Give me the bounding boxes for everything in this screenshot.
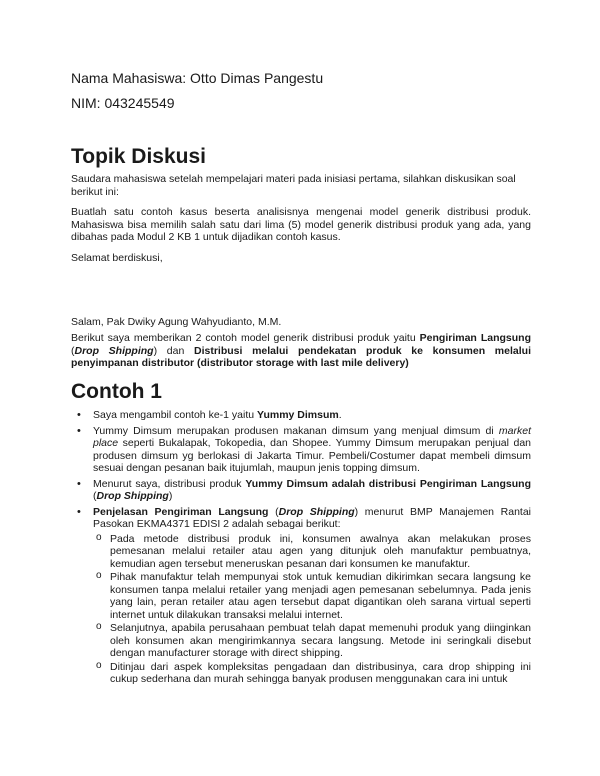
topic-closing: Selamat berdiskusi, [71, 252, 163, 264]
student-nim-line: NIM: 043245549 [71, 95, 175, 111]
bullet4-bold: Penjelasan Pengiriman Langsung [93, 505, 269, 518]
bullet3-bold: Yummy Dimsum adalah distribusi Pengiriman Langsung [245, 477, 531, 490]
answer-intro-drop-shipping: Drop Shipping [74, 344, 154, 357]
topic-intro: Saudara mahasiswa setelah mempelajari materi pada inisiasi pertama, silahkan diskusikan soal berikut ini: [71, 173, 516, 198]
bullet2-text-2: seperti Bukalapak, Tokopedia, dan Shopee. Yummy Dimsum merupakan penjual dan produsen dimsum yg berlokasi di Jakarta Timur. Pembeli/Costumer dapat membeli dimsum sesuai dengan pesanan baik itujumlah, maupun jenis topping dimsum. [93, 437, 531, 474]
answer-intro [71, 332, 531, 370]
answer-intro-model-1: Pengiriman Langsung [419, 332, 531, 344]
bullet3-text-3: ) [168, 490, 173, 502]
sub-list-item: o Ditinjau dari aspek kompleksitas pengadaan dan distribusinya, cara drop shipping ini cukup sederhana dan murah sehingga banyak produsen menggunakan cara ini untuk [93, 661, 531, 686]
contoh-bullet-list [71, 409, 531, 689]
list-item [71, 506, 531, 686]
answer-intro-text-1: Berikut saya memberikan 2 contoh model generik distribusi produk yaitu [71, 332, 420, 344]
sub-list [93, 533, 531, 686]
bullet1-end: . [338, 409, 342, 421]
sub-list-item: o Selanjutnya, apabila perusahaan pembuat telah dapat memenuhi produk yang diinginkan oleh konsumen akan mengirimkannya secara langsung. Metode ini seringkali disebut dengan manufacturer storage with direct shipping. [93, 622, 531, 660]
list-item [71, 425, 531, 475]
topic-title: Topik Diskusi [71, 145, 206, 168]
bullet4-drop-shipping: Drop Shipping [278, 505, 355, 518]
answer-intro-text-2: ( [71, 344, 75, 357]
bullet1-text: Saya mengambil contoh ke-1 yaitu [93, 409, 258, 421]
bullet3-text-1: Menurut saya, distribusi produk [93, 477, 246, 490]
student-name-line: Nama Mahasiswa: Otto Dimas Pangestu [71, 70, 324, 86]
list-item [71, 478, 531, 503]
topic-signature: Salam, Pak Dwiky Agung Wahyudianto, M.M. [71, 316, 282, 328]
answer-intro-model-2: Distribusi melalui pendekatan produk ke konsumen melalui penyimpanan distributor (distributor storage with last mile delivery) [71, 344, 531, 369]
sub-list-item: o Pihak manufaktur telah mempunyai stok untuk kemudian dikirimkan secara langsung ke konsumen tanpa melalui retailer yang menjadi agen pemesanan sebelumnya. Pada jenis yang lain, peran retailer atau agen tersebut dapat digantikan oleh sarana virtual seperti internet untuk dilakukan transaksi melalui internet. [93, 571, 531, 621]
bullet3-drop-shipping: Drop Shipping [96, 490, 169, 502]
bullet2-text-1: Yummy Dimsum merupakan produsen makanan dimsum yang menjual dimsum di [93, 424, 499, 437]
bullet4-text-1: ( [268, 505, 279, 518]
contoh-title: Contoh 1 [71, 380, 162, 403]
topic-task: Buatlah satu contoh kasus beserta analisisnya mengenai model generik distribusi produk. Mahasiswa bisa memilih salah satu dari lima (5) model generik distribusi produk yang ada, yang dibahas pada Modul 2 KB 1 untuk dijadikan contoh kasus. [71, 206, 531, 243]
bullet2-italic: market place [93, 424, 531, 449]
sub-list-item: o Pada metode distribusi produk ini, konsumen awalnya akan melakukan proses pemesanan melalui retailer atau agen yang ditunjuk oleh manufaktur pembuatnya, kemudian agen tersebut meneruskan pesanan dari konsumen ke manufaktur. [93, 533, 531, 571]
list-item [71, 409, 531, 422]
answer-intro-text-3: ) dan [153, 344, 194, 357]
bullet3-text-2: ( [93, 490, 97, 502]
bullet1-bold: Yummy Dimsum [257, 409, 339, 421]
bullet4-text-2: ) menurut BMP Manajemen Rantai Pasokan EKMA4371 EDISI 2 adalah sebagai berikut: [93, 505, 532, 530]
